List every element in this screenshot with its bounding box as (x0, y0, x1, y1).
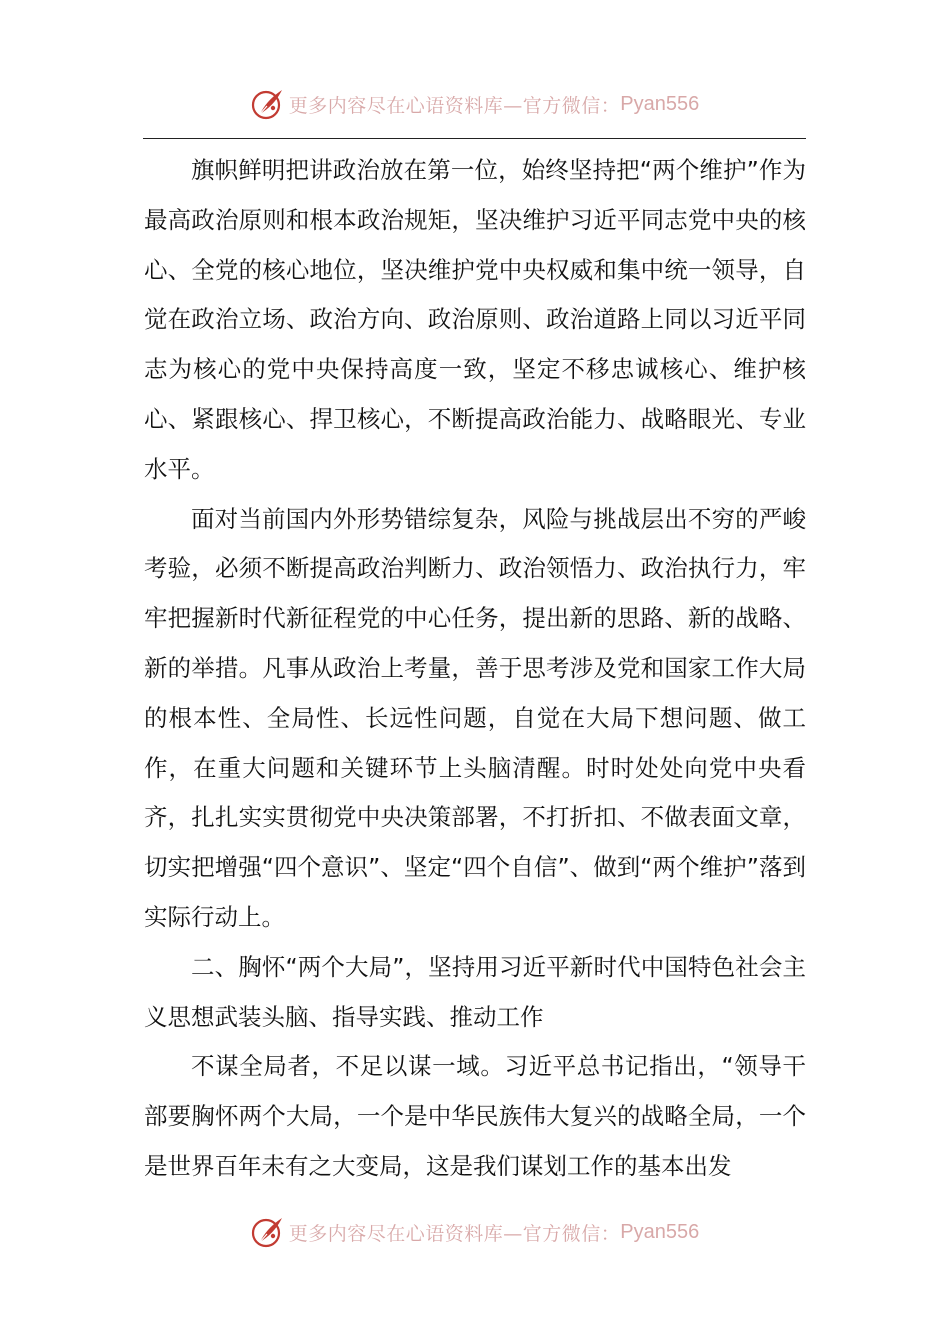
footer-watermark (0, 1212, 950, 1252)
header-divider (143, 138, 806, 139)
quill-pen-icon (251, 1215, 285, 1249)
section-heading: 二、胸怀“两个大局”，坚持用习近平新时代中国特色社会主义思想武装头脑、指导实践、推动工作 (144, 952, 806, 1031)
brand-text: 更多内容尽在心语资料库—官方微信： (288, 1222, 621, 1245)
quill-pen-icon (251, 87, 285, 121)
paragraph: 不谋全局者，不足以谋一域。习近平总书记指出，“领导干部要胸怀两个大局，一个是中华民族伟大复兴的战略全局，一个是世界百年未有之大变局，这是我们谋划工作的基本出发 (144, 1052, 806, 1180)
document-body (144, 146, 806, 1192)
paragraph: 面对当前国内外形势错综复杂，风险与挑战层出不穷的严峻考验，必须不断提高政治判断力、政治领悟力、政治执行力，牢牢把握新时代新征程党的中心任务，提出新的思路、新的战略、新的举措。凡事从政治上考量，善于思考涉及党和国家工作大局的根本性、全局性、长远性问题，自觉在大局下想问题、做工作，在重大问题和关键环节上头脑清醒。时时处处向党中央看齐，扎扎实实贯彻党中央决策部署，不打折扣、不做表面文章，切实把增强“四个意识”、坚定“四个自信”、做到“两个维护”落到实际行动上。 (144, 504, 806, 931)
wechat-handle: Pyan556 (620, 1220, 700, 1243)
paragraph: 旗帜鲜明把讲政治放在第一位，始终坚持把“两个维护”作为最高政治原则和根本政治规矩，坚决维护习近平同志党中央的核心、全党的核心地位，坚决维护党中央权威和集中统一领导，自觉在政治立场、政治方向、政治原则、政治道路上同以习近平同志为核心的党中央保持高度一致，坚定不移忠诚核心、维护核心、紧跟核心、捍卫核心，不断提高政治能力、战略眼光、专业水平。 (144, 156, 806, 483)
header-watermark (0, 84, 950, 124)
brand-text: 更多内容尽在心语资料库—官方微信： (288, 94, 621, 117)
wechat-handle: Pyan556 (620, 92, 700, 115)
